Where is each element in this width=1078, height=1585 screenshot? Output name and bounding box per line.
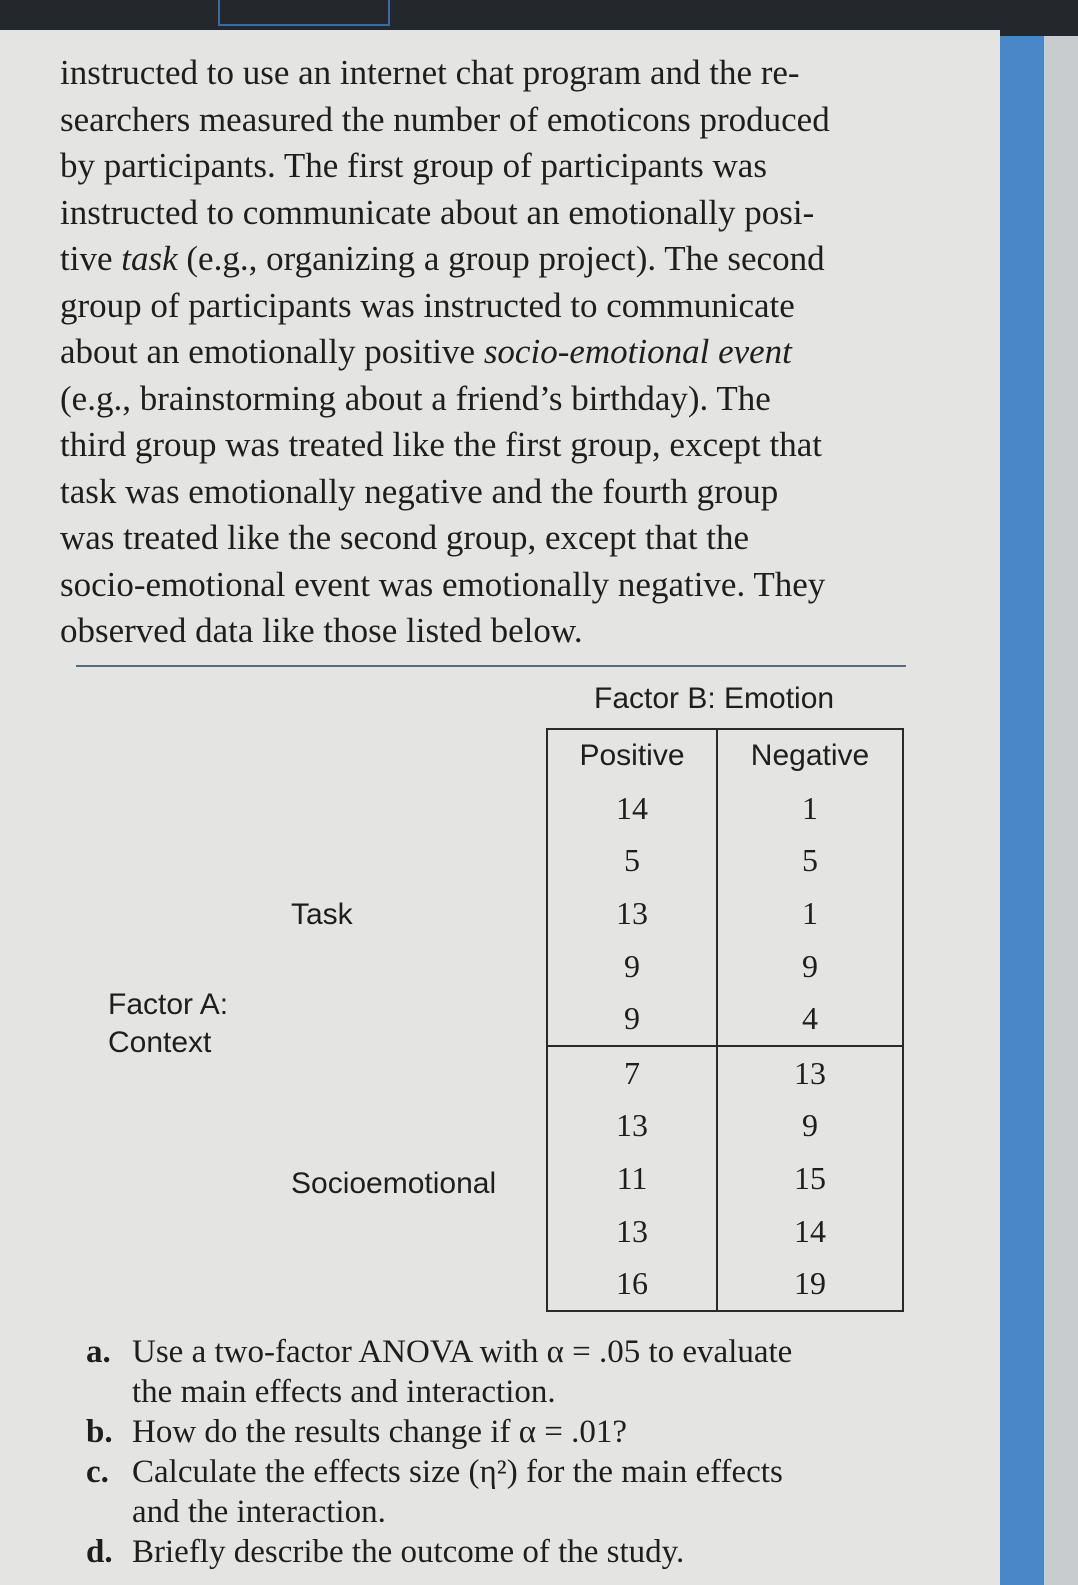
table-row	[547, 1152, 903, 1205]
table-row	[547, 887, 903, 940]
table-cell: 1	[802, 894, 818, 931]
paragraph-line: by participants. The first group of participants was	[60, 146, 767, 185]
factor-a-heading	[108, 986, 228, 1062]
table-cell: 13	[547, 1205, 717, 1258]
table-cell: 9	[547, 992, 717, 1046]
row-label-task: Task	[291, 898, 353, 931]
question-letter: a.	[86, 1334, 111, 1370]
table-row	[547, 940, 903, 993]
table-cell: 5	[547, 835, 717, 888]
table-cell: 11	[547, 1152, 717, 1205]
table-cell: 14	[794, 1212, 826, 1249]
table-cell: 15	[794, 1159, 826, 1196]
question-text: Use a two-factor ANOVA with α = .05 to evaluate the main effects and interaction.	[132, 1334, 793, 1410]
table-cell: 13	[717, 1046, 903, 1100]
question-text: How do the results change if α = .01?	[132, 1414, 628, 1450]
question-text: Calculate the effects size (η²) for the main effects and the interaction.	[132, 1454, 783, 1530]
table-row	[547, 1100, 903, 1153]
table-row	[547, 1046, 903, 1100]
question-item	[86, 1332, 946, 1412]
table-cell: 9	[547, 940, 717, 993]
question-letter: b.	[86, 1414, 113, 1450]
paragraph-line: observed data like those listed below.	[60, 611, 583, 650]
paragraph-line	[60, 236, 940, 283]
table-cell: 9	[802, 1107, 818, 1144]
question-letter: d.	[86, 1534, 113, 1570]
table-cell: 1	[802, 789, 818, 826]
paragraph-line: (e.g., brainstorming about a friend’s birthday). The	[60, 378, 771, 418]
paragraph-text: (e.g., organizing a group project). The second	[177, 239, 825, 278]
question-item	[86, 1452, 946, 1532]
table-cell: 13	[547, 887, 717, 940]
page-edge	[1044, 36, 1078, 1585]
table-cell: 7	[547, 1046, 717, 1100]
paragraph-line: instructed to use an internet chat program and the re-	[60, 53, 800, 92]
question-item	[86, 1532, 946, 1572]
table-cell: 19	[794, 1265, 826, 1302]
paragraph-line: was treated like the second group, except that the	[60, 518, 750, 557]
problem-paragraph	[60, 50, 940, 655]
table-row	[547, 1205, 903, 1258]
column-header-negative: Negative	[750, 739, 870, 772]
table-row	[547, 835, 903, 888]
question-list	[86, 1332, 946, 1572]
question-text: Briefly describe the outcome of the study.	[132, 1534, 685, 1570]
paragraph-line	[60, 329, 940, 376]
table-row	[547, 992, 903, 1046]
table-cell: 14	[547, 782, 717, 835]
column-header-positive: Positive	[547, 729, 717, 782]
table-cell: 16	[547, 1257, 717, 1311]
table-row	[547, 782, 903, 835]
paragraph-italic-term: task	[121, 239, 178, 278]
table-row	[547, 1257, 903, 1311]
paragraph-line: instructed to communicate about an emotionally posi-	[60, 192, 815, 232]
table-cell: 4	[802, 1000, 818, 1037]
paragraph-line: task was emotionally negative and the fourth group	[60, 471, 779, 511]
question-letter: c.	[86, 1454, 109, 1490]
paragraph-italic-term: socio-emotional event	[483, 332, 792, 371]
factor-b-heading: Factor B: Emotion	[594, 682, 835, 715]
top-tab-outline	[218, 0, 390, 26]
paragraph-text: tive	[60, 239, 122, 278]
factor-a-name: Context	[108, 1026, 212, 1059]
paragraph-line: group of participants was instructed to communicate	[60, 285, 795, 325]
table-cell: 13	[547, 1100, 717, 1153]
table-cell: 5	[802, 842, 818, 879]
page-side-stripe	[1000, 36, 1044, 1585]
table-header-row	[547, 729, 903, 782]
question-item	[86, 1412, 946, 1452]
factor-a-label: Factor A:	[108, 988, 229, 1021]
paragraph-line: searchers measured the number of emoticons produced	[60, 99, 830, 139]
row-label-socioemotional: Socioemotional	[291, 1167, 497, 1200]
section-divider	[76, 665, 906, 667]
data-table	[546, 728, 904, 1312]
paragraph-text: about an emotionally positive	[60, 332, 484, 371]
paragraph-line: third group was treated like the first group, except that	[60, 425, 822, 464]
paragraph-line: socio-emotional event was emotionally negative. They	[60, 564, 826, 604]
table-cell: 9	[802, 947, 818, 984]
